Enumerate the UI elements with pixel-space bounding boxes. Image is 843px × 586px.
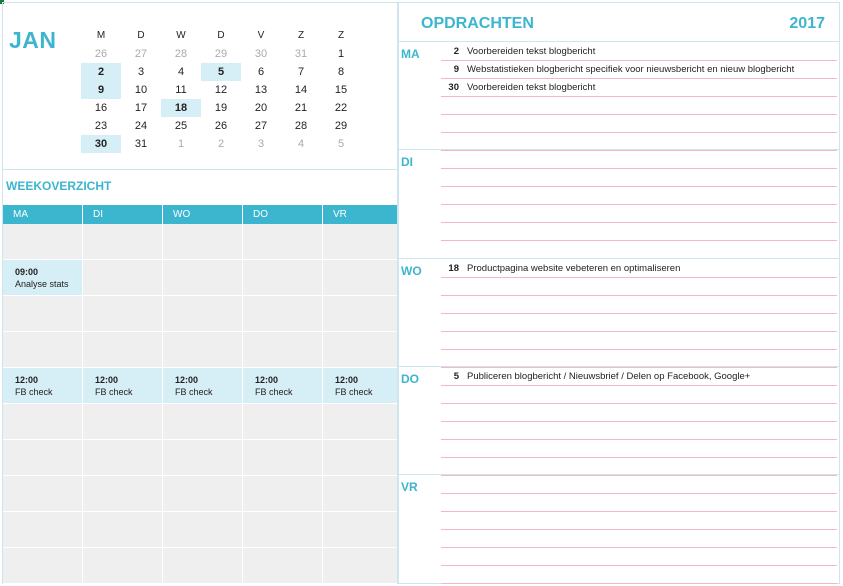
calendar-day[interactable]: 14	[294, 84, 308, 96]
event-text: FB check	[335, 387, 373, 397]
week-empty-cell[interactable]	[83, 260, 163, 295]
calendar-day[interactable]: 28	[174, 48, 188, 60]
week-empty-cell[interactable]	[163, 548, 243, 583]
calendar-day[interactable]: 26	[94, 48, 108, 60]
event-time: 12:00	[335, 375, 359, 385]
calendar-day-highlighted[interactable]: 5	[201, 63, 241, 81]
week-time-row	[3, 476, 397, 512]
week-day-header: MA	[3, 205, 83, 224]
event-time: 12:00	[175, 375, 199, 385]
calendar-day[interactable]: 3	[137, 66, 145, 78]
empty-line[interactable]	[441, 296, 837, 314]
empty-line[interactable]	[441, 115, 837, 133]
week-time-row	[3, 440, 397, 476]
weekday-header: M	[96, 30, 106, 41]
week-empty-cell[interactable]	[3, 296, 83, 331]
calendar-day[interactable]: 25	[174, 120, 188, 132]
calendar-day[interactable]: 12	[214, 84, 228, 96]
week-day-header: DO	[243, 205, 323, 224]
assignment-date: 9	[453, 64, 459, 75]
week-empty-cell[interactable]	[323, 476, 397, 511]
week-empty-cell[interactable]	[3, 404, 83, 439]
calendar-day[interactable]: 20	[254, 102, 268, 114]
week-empty-cell[interactable]	[323, 260, 397, 295]
week-overview-title: WEEKOVERZICHT	[6, 179, 112, 193]
calendar-day-highlighted[interactable]: 2	[81, 63, 121, 81]
empty-line[interactable]	[441, 404, 837, 422]
calendar-day[interactable]: 5	[337, 138, 345, 150]
assignment-text: Voorbereiden tekst blogbericht	[467, 82, 596, 93]
day-separator	[399, 41, 839, 42]
empty-line[interactable]	[441, 205, 837, 223]
empty-line[interactable]	[441, 97, 837, 115]
calendar-day[interactable]: 30	[254, 48, 268, 60]
day-separator	[399, 474, 839, 475]
assignment-item[interactable]	[441, 368, 837, 386]
week-empty-cell[interactable]	[243, 296, 323, 331]
empty-line[interactable]	[441, 566, 837, 584]
calendar-day[interactable]: 22	[334, 102, 348, 114]
week-empty-cell[interactable]	[323, 332, 397, 367]
week-empty-cell[interactable]	[243, 440, 323, 475]
day-label: VR	[401, 480, 418, 494]
calendar-day[interactable]: 21	[294, 102, 308, 114]
weekday-header: D	[137, 30, 145, 41]
event-time: 12:00	[255, 375, 279, 385]
mini-calendar	[81, 27, 361, 153]
week-empty-cell[interactable]	[323, 512, 397, 547]
calendar-day[interactable]: 13	[254, 84, 268, 96]
calendar-day[interactable]: 27	[134, 48, 148, 60]
empty-line[interactable]	[441, 512, 837, 530]
week-empty-cell[interactable]	[243, 260, 323, 295]
weekday-header: Z	[337, 30, 345, 41]
day-label: WO	[401, 264, 422, 278]
assignment-date: 2	[453, 46, 459, 57]
week-empty-cell[interactable]	[3, 548, 83, 583]
day-separator	[399, 149, 839, 150]
week-time-row	[3, 512, 397, 548]
week-empty-cell[interactable]	[163, 224, 243, 259]
calendar-day[interactable]: 28	[294, 120, 308, 132]
calendar-day[interactable]: 31	[134, 138, 148, 150]
calendar-day[interactable]: 31	[294, 48, 308, 60]
week-empty-cell[interactable]	[83, 224, 163, 259]
weekday-header: V	[257, 30, 265, 41]
empty-line[interactable]	[441, 187, 837, 205]
event-time: 12:00	[15, 375, 39, 385]
week-time-row	[3, 260, 397, 296]
empty-line[interactable]	[441, 151, 837, 169]
empty-line[interactable]	[441, 386, 837, 404]
week-empty-cell[interactable]	[3, 332, 83, 367]
week-event-cell[interactable]	[323, 368, 397, 403]
assignment-date: 5	[453, 371, 459, 382]
week-empty-cell[interactable]	[83, 512, 163, 547]
week-overview-table	[3, 205, 397, 584]
week-empty-cell[interactable]	[163, 404, 243, 439]
calendar-day[interactable]: 10	[134, 84, 148, 96]
assignment-item[interactable]	[441, 61, 837, 79]
day-label: DI	[401, 155, 413, 169]
week-empty-cell[interactable]	[323, 224, 397, 259]
assignment-item[interactable]	[441, 79, 837, 97]
week-empty-cell[interactable]	[163, 332, 243, 367]
week-empty-cell[interactable]	[243, 332, 323, 367]
week-empty-cell[interactable]	[323, 440, 397, 475]
week-event-cell[interactable]	[163, 368, 243, 403]
day-label: MA	[401, 47, 420, 61]
week-event-cell[interactable]	[83, 368, 163, 403]
empty-line[interactable]	[441, 476, 837, 494]
event-time: 12:00	[95, 375, 119, 385]
week-time-row	[3, 224, 397, 260]
week-empty-cell[interactable]	[243, 476, 323, 511]
week-empty-cell[interactable]	[243, 548, 323, 583]
calendar-day-highlighted[interactable]: 18	[161, 99, 201, 117]
week-empty-cell[interactable]	[163, 260, 243, 295]
assignment-lines	[441, 151, 837, 259]
calendar-day[interactable]: 1	[177, 138, 185, 150]
week-empty-cell[interactable]	[83, 476, 163, 511]
assignment-item[interactable]	[441, 43, 837, 61]
week-empty-cell[interactable]	[163, 476, 243, 511]
week-event-cell[interactable]	[3, 368, 83, 403]
week-empty-cell[interactable]	[83, 404, 163, 439]
calendar-day[interactable]: 15	[334, 84, 348, 96]
weekday-header: D	[217, 30, 225, 41]
week-day-header: WO	[163, 205, 243, 224]
assignments-pane	[398, 2, 840, 584]
calendar-day[interactable]: 17	[134, 102, 148, 114]
event-text: FB check	[175, 387, 213, 397]
week-time-row	[3, 296, 397, 332]
calendar-day[interactable]: 4	[177, 66, 185, 78]
week-day-header: DI	[83, 205, 163, 224]
assignment-text: Productpagina website vebeteren en optimaliseren	[467, 263, 681, 274]
assignment-text: Voorbereiden tekst blogbericht	[467, 46, 596, 57]
week-event-cell[interactable]	[243, 368, 323, 403]
calendar-day[interactable]: 29	[334, 120, 348, 132]
empty-line[interactable]	[441, 548, 837, 566]
calendar-day[interactable]: 19	[214, 102, 228, 114]
calendar-pane	[2, 2, 398, 584]
calendar-day[interactable]: 6	[257, 66, 265, 78]
day-separator	[399, 258, 839, 259]
calendar-day[interactable]: 16	[94, 102, 108, 114]
week-day-header: VR	[333, 209, 347, 220]
assignments-title: OPDRACHTEN	[421, 15, 534, 32]
week-empty-cell[interactable]	[3, 224, 83, 259]
section-divider	[3, 169, 397, 170]
week-time-row	[3, 404, 397, 440]
assignment-date: 30	[448, 82, 459, 93]
week-empty-cell[interactable]	[243, 404, 323, 439]
assignment-item[interactable]	[441, 260, 837, 278]
week-time-row	[3, 548, 397, 584]
week-empty-cell[interactable]	[163, 440, 243, 475]
assignment-text: Webstatistieken blogbericht specifiek voor nieuwsbericht en nieuw blogbericht	[467, 64, 795, 75]
empty-line[interactable]	[441, 278, 837, 296]
calendar-day[interactable]: 7	[297, 66, 305, 78]
calendar-day[interactable]: 27	[254, 120, 268, 132]
week-header-row	[3, 205, 397, 224]
empty-line[interactable]	[441, 422, 837, 440]
weekday-header: Z	[297, 30, 305, 41]
week-empty-cell[interactable]	[163, 512, 243, 547]
day-label: DO	[401, 372, 419, 386]
calendar-day[interactable]: 24	[134, 120, 148, 132]
week-empty-cell[interactable]	[323, 404, 397, 439]
week-empty-cell[interactable]	[83, 548, 163, 583]
week-event-cell[interactable]	[3, 260, 83, 295]
event-text: Analyse stats	[15, 279, 69, 289]
empty-line[interactable]	[441, 440, 837, 458]
empty-line[interactable]	[441, 494, 837, 512]
week-empty-cell[interactable]	[163, 296, 243, 331]
empty-line[interactable]	[441, 530, 837, 548]
calendar-day[interactable]: 23	[94, 120, 108, 132]
event-text: FB check	[95, 387, 133, 397]
week-time-row	[3, 368, 397, 404]
week-empty-cell[interactable]	[83, 332, 163, 367]
week-empty-cell[interactable]	[3, 512, 83, 547]
calendar-day-highlighted[interactable]: 9	[81, 81, 121, 99]
assignment-lines	[441, 476, 837, 584]
calendar-day[interactable]: 3	[257, 138, 265, 150]
week-empty-cell[interactable]	[323, 296, 397, 331]
assignment-date: 18	[448, 263, 459, 274]
event-text: FB check	[255, 387, 293, 397]
empty-line[interactable]	[441, 332, 837, 350]
calendar-day-highlighted[interactable]: 30	[81, 135, 121, 153]
week-empty-cell[interactable]	[323, 548, 397, 583]
event-text: FB check	[15, 387, 53, 397]
empty-line[interactable]	[441, 169, 837, 187]
calendar-day[interactable]: 26	[214, 120, 228, 132]
assignment-lines	[441, 43, 837, 151]
empty-line[interactable]	[441, 241, 837, 259]
event-time: 09:00	[15, 267, 39, 277]
year-label: 2017	[789, 15, 825, 32]
week-rows	[3, 224, 397, 584]
week-empty-cell[interactable]	[83, 296, 163, 331]
week-empty-cell[interactable]	[243, 512, 323, 547]
week-time-row	[3, 332, 397, 368]
calendar-day[interactable]: 29	[214, 48, 228, 60]
week-empty-cell[interactable]	[243, 224, 323, 259]
week-empty-cell[interactable]	[3, 440, 83, 475]
week-empty-cell[interactable]	[3, 476, 83, 511]
assignment-lines	[441, 368, 837, 476]
calendar-day[interactable]: 1	[337, 48, 345, 60]
assignment-lines	[441, 260, 837, 368]
empty-line[interactable]	[441, 314, 837, 332]
calendar-day[interactable]: 4	[297, 138, 305, 150]
assignment-text: Publiceren blogbericht / Nieuwsbrief / Delen op Facebook, Google+	[467, 371, 751, 382]
calendar-day[interactable]: 2	[217, 138, 225, 150]
week-empty-cell[interactable]	[83, 440, 163, 475]
month-title: JAN	[9, 27, 57, 53]
calendar-day[interactable]: 8	[337, 66, 345, 78]
calendar-day[interactable]: 11	[175, 84, 187, 96]
weekday-header: W	[176, 30, 186, 41]
day-separator	[399, 366, 839, 367]
empty-line[interactable]	[441, 223, 837, 241]
